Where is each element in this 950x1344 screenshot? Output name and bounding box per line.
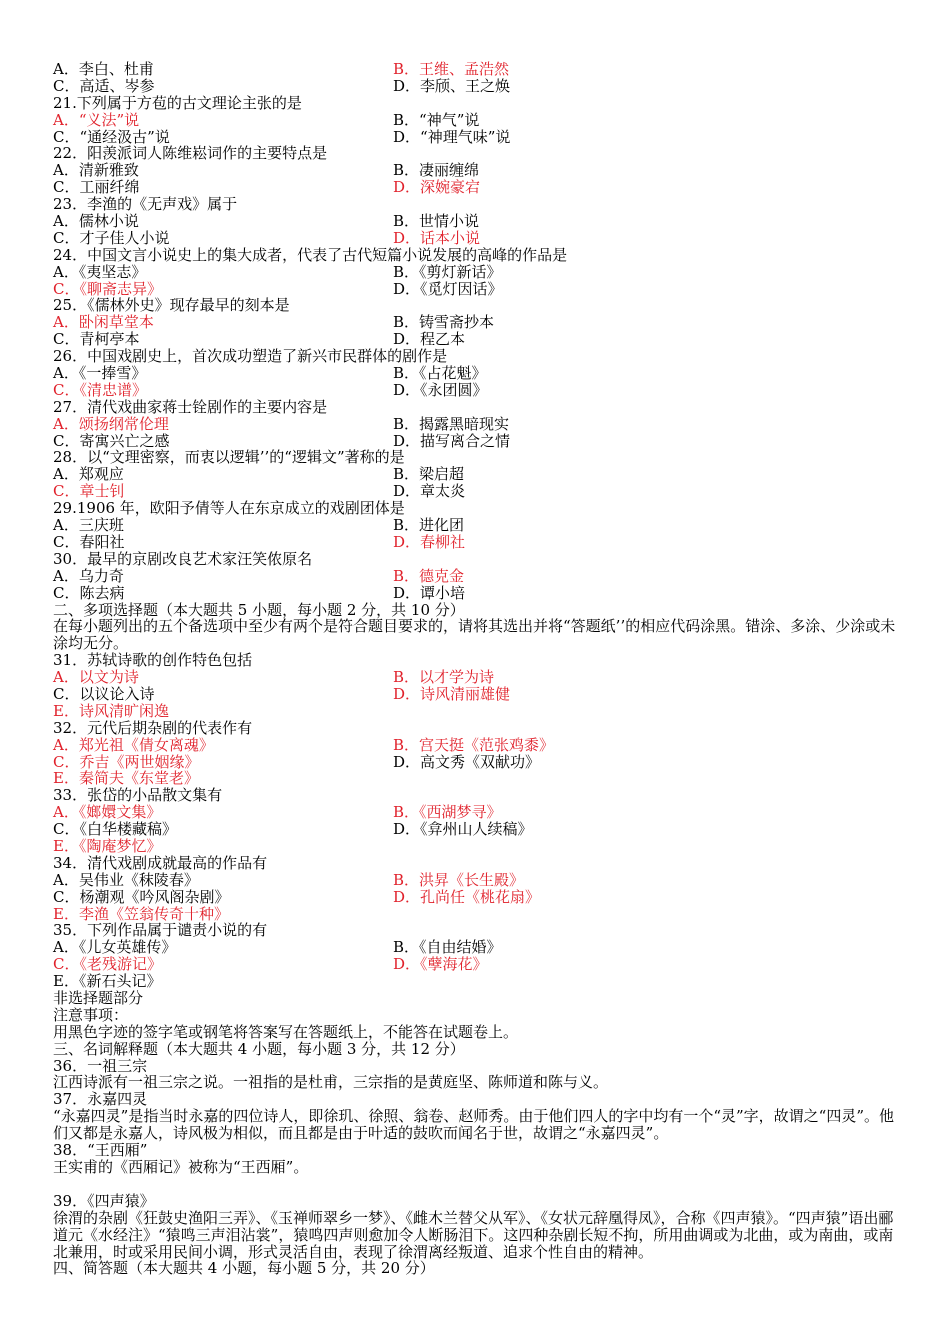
option-row xyxy=(53,804,903,821)
option-correct: A．以文为诗 xyxy=(53,668,139,687)
option-row xyxy=(53,466,903,483)
text-line: 注意事项： xyxy=(53,1005,129,1024)
option: D．“神理气味”说 xyxy=(393,127,511,146)
option-row xyxy=(53,686,903,703)
text-line: 四、简答题（本大题共 4 小题，每小题 5 分，共 20 分） xyxy=(53,1259,435,1278)
option-row xyxy=(53,889,903,906)
option: D．谭小培 xyxy=(393,583,466,602)
option-correct: A．卧闲草堂本 xyxy=(53,313,154,332)
text-line: 37．永嘉四灵 xyxy=(53,1090,148,1109)
option: A．三庆班 xyxy=(53,516,124,535)
option: A．吴伟业《秣陵春》 xyxy=(53,870,199,889)
text-line: 29.1906 年，欧阳予倩等人在东京成立的戏剧团体是 xyxy=(53,499,405,518)
option: D．程乙本 xyxy=(393,330,466,349)
option-correct: C．《清忠谱》 xyxy=(53,380,147,399)
option: A．李白、杜甫 xyxy=(53,60,154,78)
option-correct: B．德克金 xyxy=(393,566,465,585)
option-correct: B．宫天挺《范张鸡黍》 xyxy=(393,735,555,754)
option: B．世情小说 xyxy=(393,212,480,231)
option-correct: B．王维、孟浩然 xyxy=(393,60,510,78)
option: B．铸雪斋抄本 xyxy=(393,313,495,332)
option-row xyxy=(53,737,903,754)
text-line: 21.下列属于方苞的古文理论主张的是 xyxy=(53,93,302,112)
text-line: 30．最早的京剧改良艺术家汪笑侬原名 xyxy=(53,549,313,568)
text-line: 三、名词解释题（本大题共 4 小题，每小题 3 分，共 12 分） xyxy=(53,1039,465,1058)
text-line: 23．李渔的《无声戏》属于 xyxy=(53,195,238,214)
option-correct: D．春柳社 xyxy=(393,532,466,551)
blank-line xyxy=(53,1176,903,1193)
exam-page xyxy=(53,61,903,1277)
text-line: 36．一祖三宗 xyxy=(53,1056,148,1075)
text-line: 用黑色字迹的签字笔或钢笔将答案写在答题纸上，不能答在试题卷上。 xyxy=(53,1022,519,1041)
option: D．章太炎 xyxy=(393,482,466,501)
option-correct: C．章士钊 xyxy=(53,482,125,501)
paragraph: “永嘉四灵”是指当时永嘉的四位诗人，即徐玑、徐照、翁卷、赵师秀。由于他们四人的字中均有一个“灵”字，故谓之“四灵”。他们又都是永嘉人，诗风极为相似，而且都是由于叶适的鼓吹而闻名于世，故谓之“永嘉四灵”。 xyxy=(53,1107,895,1143)
text-line: 王实甫的《西厢记》被称为“王西厢”。 xyxy=(53,1157,309,1176)
text-line: 27．清代戏曲家蒋士铨剧作的主要内容是 xyxy=(53,397,328,416)
text-line: 35．下列作品属于谴责小说的有 xyxy=(53,921,268,940)
option: A．《夷坚志》 xyxy=(53,262,147,281)
option-row xyxy=(53,230,903,247)
option-row xyxy=(53,61,903,78)
text-line: 33．张岱的小品散文集有 xyxy=(53,786,223,805)
option-row xyxy=(53,433,903,450)
option-row xyxy=(53,179,903,196)
option-correct: D．孔尚任《桃花扇》 xyxy=(393,887,541,906)
option-row xyxy=(53,112,903,129)
option-correct: E．诗风清旷闲逸 xyxy=(53,701,169,720)
option-correct: E．秦简夫《东堂老》 xyxy=(53,769,199,788)
option-row xyxy=(53,331,903,348)
paragraph: 在每小题列出的五个备选项中至少有两个是符合题目要求的，请将其选出并将“答题纸’’的相应代码涂黑。错涂、多涂、少涂或未涂均无分。 xyxy=(53,617,896,653)
option-row xyxy=(53,534,903,551)
option-correct: D．深婉豪宕 xyxy=(393,178,481,197)
option-row xyxy=(53,264,903,281)
option-correct: D．诗风清丽雄健 xyxy=(393,684,511,703)
option: B．凄丽缠绵 xyxy=(393,161,480,180)
option: C．寄寓兴亡之感 xyxy=(53,431,170,450)
option-correct: A．《嫏嬛文集》 xyxy=(53,803,162,822)
option-correct: B．洪昇《长生殿》 xyxy=(393,870,525,889)
option: A．《儿女英雄传》 xyxy=(53,938,177,957)
option: B．《占花魁》 xyxy=(393,364,487,383)
option: C．春阳社 xyxy=(53,532,125,551)
option: D．《永团圆》 xyxy=(393,380,488,399)
option-correct: A．郑光祖《倩女离魂》 xyxy=(53,735,214,754)
text-line: 25．《儒林外史》现存最早的刻本是 xyxy=(53,296,290,315)
option-row xyxy=(53,483,903,500)
option: C．工丽纤绵 xyxy=(53,178,140,197)
text-line: 24．中国文言小说史上的集大成者，代表了古代短篇小说发展的高峰的作品是 xyxy=(53,245,568,264)
option-row xyxy=(53,213,903,230)
option-correct: E．李渔《笠翁传奇十种》 xyxy=(53,904,229,923)
text-line: 非选择题部分 xyxy=(53,989,144,1008)
option: C．高适、岑参 xyxy=(53,76,155,95)
option: B．进化团 xyxy=(393,516,465,535)
text-line: 二、多项选择题（本大题共 5 小题，每小题 2 分，共 10 分） xyxy=(53,600,465,619)
option-correct: C．《老残游记》 xyxy=(53,955,162,974)
option: D．描写离合之情 xyxy=(393,431,511,450)
paragraph: 徐渭的杂剧《狂鼓史渔阳三弄》、《玉禅师翠乡一梦》、《雌木兰替父从军》、《女状元辞凰得凤》，合称《四声猿》。“四声猿”语出郦道元《水经注》“猿鸣三声泪沾裳”，猿鸣四声则愈加令人断肠泪下。这四种杂剧长短不拘，所用曲调或为北曲，或为南曲，或南北兼用，时或采用民间小调，形式灵活自由，表现了徐渭离经叛道、追求个性自由的精神。 xyxy=(53,1208,894,1261)
text-line: 34．清代戏剧成就最高的作品有 xyxy=(53,853,268,872)
option-correct: B．以才学为诗 xyxy=(393,668,495,687)
option: A．清新雅致 xyxy=(53,161,139,180)
option-row xyxy=(53,314,903,331)
text-line: 39．《四声猿》 xyxy=(53,1191,155,1210)
option: C．《白华楼藏稿》 xyxy=(53,820,177,839)
option: D．《弇州山人续稿》 xyxy=(393,820,533,839)
option-correct: C．乔吉《两世姻缘》 xyxy=(53,752,200,771)
option: D．李颀、王之焕 xyxy=(393,76,511,95)
text-line: 31．苏轼诗歌的创作特色包括 xyxy=(53,651,253,670)
text-line: 22．阳羡派词人陈维崧词作的主要特点是 xyxy=(53,144,328,163)
option-row xyxy=(53,365,903,382)
option-row xyxy=(53,585,903,602)
option-row xyxy=(53,956,903,973)
option-correct: A．“义法”说 xyxy=(53,110,140,129)
option: D．高文秀《双献功》 xyxy=(393,752,541,771)
option-row xyxy=(53,568,903,585)
option-correct: B．《西湖梦寻》 xyxy=(393,803,502,822)
text-line: 32．元代后期杂剧的代表作有 xyxy=(53,718,253,737)
option-row xyxy=(53,416,903,433)
option: B．“神气”说 xyxy=(393,110,480,129)
option: C．杨潮观《吟风阁杂剧》 xyxy=(53,887,230,906)
option-row xyxy=(53,382,903,399)
option-row xyxy=(53,78,903,95)
option-row xyxy=(53,517,903,534)
option: B．揭露黑暗现实 xyxy=(393,414,510,433)
text-line: 38．“王西厢” xyxy=(53,1141,148,1160)
option: C．青柯亭本 xyxy=(53,330,140,349)
option-row xyxy=(53,129,903,146)
option: A．《一捧雪》 xyxy=(53,364,147,383)
option-correct: D．《孽海花》 xyxy=(393,955,488,974)
option-row xyxy=(53,669,903,686)
option: C．才子佳人小说 xyxy=(53,228,170,247)
text-line: 江西诗派有一祖三宗之说。一祖指的是杜甫，三宗指的是黄庭坚、陈师道和陈与义。 xyxy=(53,1073,609,1092)
option-correct: D．话本小说 xyxy=(393,228,481,247)
option-row xyxy=(53,939,903,956)
option: B．《剪灯新话》 xyxy=(393,262,502,281)
option: A．乌力奇 xyxy=(53,566,124,585)
option-row xyxy=(53,281,903,298)
text-line: 28．以“文理密察，而衷以逻辑’’的“逻辑文”著称的是 xyxy=(53,448,405,467)
option-correct: C．《聊斋志异》 xyxy=(53,279,162,298)
option-row xyxy=(53,162,903,179)
option: D．《觅灯因话》 xyxy=(393,279,503,298)
text-line: E．《新石头记》 xyxy=(53,972,162,991)
option: A．儒林小说 xyxy=(53,212,139,231)
option: B．《自由结婚》 xyxy=(393,938,502,957)
text-line: 26．中国戏剧史上，首次成功塑造了新兴市民群体的剧作是 xyxy=(53,347,448,366)
option: C．“通经汲古”说 xyxy=(53,127,170,146)
option: A．郑观应 xyxy=(53,465,124,484)
option: C．陈去病 xyxy=(53,583,125,602)
option: C．以议论入诗 xyxy=(53,684,155,703)
option-correct: A．颂扬纲常伦理 xyxy=(53,414,169,433)
option-row xyxy=(53,821,903,838)
option-correct: E．《陶庵梦忆》 xyxy=(53,837,162,855)
option: B．梁启超 xyxy=(393,465,465,484)
option-row xyxy=(53,754,903,771)
option-row xyxy=(53,872,903,889)
